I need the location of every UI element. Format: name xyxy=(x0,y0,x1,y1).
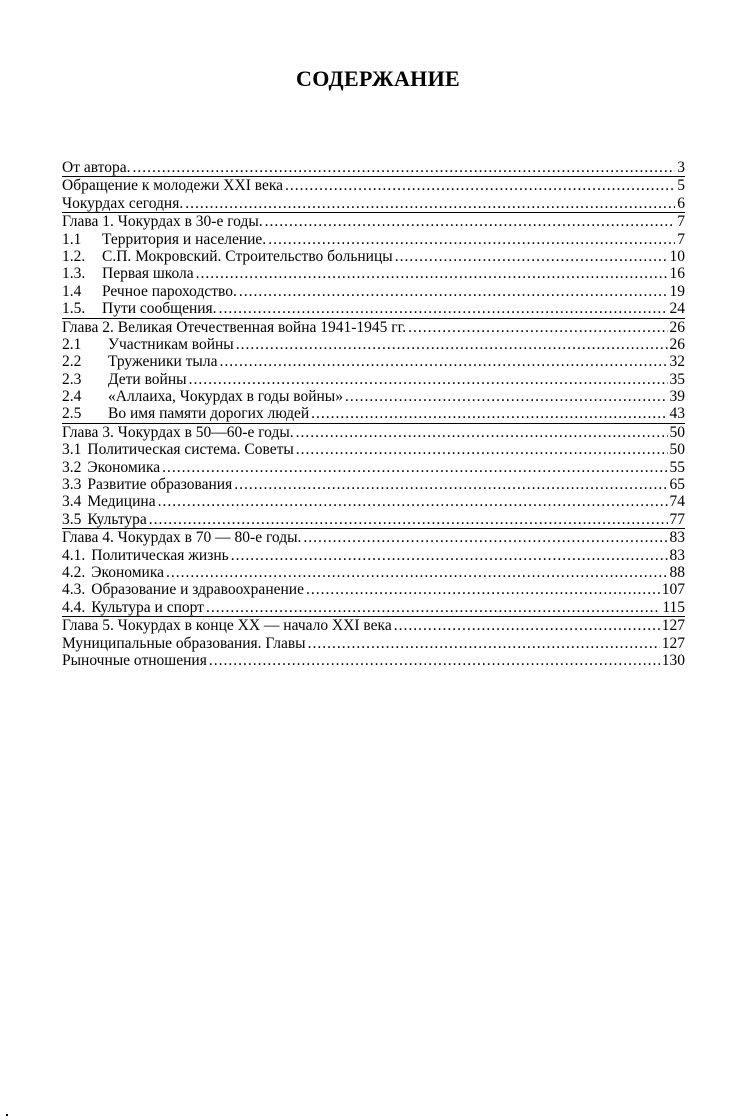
table-of-contents xyxy=(62,159,685,669)
toc-entry[interactable] xyxy=(62,283,685,300)
dot-leader xyxy=(265,213,676,230)
dot-leader xyxy=(285,177,675,194)
toc-entry-number: 4.3. xyxy=(62,581,86,599)
toc-entry-page: 107 xyxy=(661,581,685,599)
toc-group xyxy=(62,177,685,213)
dot-leader xyxy=(303,529,667,546)
toc-entry-page: 3 xyxy=(677,159,685,176)
toc-entry[interactable] xyxy=(62,371,685,388)
dot-leader xyxy=(209,652,660,669)
dot-leader xyxy=(166,564,667,581)
toc-entry[interactable] xyxy=(62,581,685,598)
toc-entry-title: Глава 1. Чокурдах в 30-е годы. xyxy=(62,213,263,231)
toc-entry[interactable] xyxy=(62,493,685,510)
toc-entry-title: Культура xyxy=(87,510,147,528)
dot-leader xyxy=(185,195,675,212)
toc-entry-title: Участникам войны xyxy=(108,335,234,353)
toc-entry[interactable] xyxy=(62,159,685,176)
toc-entry-page: 16 xyxy=(669,265,685,283)
dot-leader xyxy=(296,441,668,458)
toc-entry-number: 3.2 xyxy=(62,458,82,476)
toc-entry-page: 127 xyxy=(661,634,685,652)
dot-leader xyxy=(306,581,660,598)
toc-group xyxy=(62,159,685,177)
toc-entry-title: Политическая жизнь xyxy=(91,546,229,564)
toc-entry-page: 77 xyxy=(669,510,685,528)
toc-entry-number: 4.2. xyxy=(62,563,86,581)
dot-leader xyxy=(196,265,668,282)
toc-entry-page: 5 xyxy=(677,177,685,195)
toc-entry[interactable] xyxy=(62,353,685,370)
toc-entry-number: 1.2. xyxy=(62,247,86,265)
toc-entry[interactable] xyxy=(62,300,685,317)
toc-group xyxy=(62,319,685,424)
dot-leader xyxy=(395,248,668,265)
dot-leader xyxy=(149,511,668,528)
toc-entry-title: Глава 4. Чокурдах в 70 — 80-е годы. xyxy=(62,529,302,547)
toc-entry-title: Первая школа xyxy=(102,265,194,283)
toc-entry-number: 2.2 xyxy=(62,353,82,371)
toc-entry[interactable] xyxy=(62,231,685,248)
toc-entry-number: 1.3. xyxy=(62,265,86,283)
toc-entry-title: Развитие образования xyxy=(87,476,233,494)
dot-leader xyxy=(206,599,660,616)
toc-chapter[interactable] xyxy=(62,529,685,546)
toc-entry-page: 39 xyxy=(669,388,685,406)
toc-entry-number: 2.5 xyxy=(62,405,82,423)
dot-leader xyxy=(219,353,667,370)
toc-entry-page: 35 xyxy=(669,370,685,388)
toc-entry-title: Глава 3. Чокурдах в 50—60-е годы. xyxy=(62,423,294,441)
toc-entry-number: 3.4 xyxy=(62,493,82,511)
toc-entry-page: 7 xyxy=(677,230,685,248)
dot-leader xyxy=(408,319,667,336)
toc-entry[interactable] xyxy=(62,388,685,405)
toc-entry[interactable] xyxy=(62,405,685,422)
toc-entry[interactable] xyxy=(62,265,685,282)
toc-entry-number: 4.4. xyxy=(62,598,86,616)
toc-entry-title: Речное пароходство. xyxy=(102,282,237,300)
toc-entry-title: Глава 2. Великая Отечественная война 1941-1945 гг. xyxy=(62,318,407,336)
toc-entry-number: 3.3 xyxy=(62,476,82,494)
dot-leader xyxy=(239,283,668,300)
toc-entry-title: Медицина xyxy=(87,493,156,511)
dot-leader xyxy=(189,371,668,388)
toc-entry-number: 1.4 xyxy=(62,282,82,300)
toc-group xyxy=(62,213,685,318)
toc-entry[interactable] xyxy=(62,336,685,353)
toc-entry-page: 50 xyxy=(669,423,685,441)
toc-entry-title: От автора. xyxy=(62,159,131,176)
toc-entry[interactable] xyxy=(62,599,685,616)
toc-entry-page: 83 xyxy=(669,546,685,564)
toc-entry-page: 43 xyxy=(669,405,685,423)
toc-entry-title: Дети войны xyxy=(108,370,187,388)
toc-entry-title: «Аллаиха, Чокурдах в годы войны» xyxy=(108,388,343,406)
toc-entry-number: 3.1 xyxy=(62,441,82,459)
toc-entry-page: 130 xyxy=(661,651,685,669)
dot-leader xyxy=(162,459,667,476)
toc-entry[interactable] xyxy=(62,511,685,528)
toc-entry-title: Труженики тыла xyxy=(108,353,218,371)
toc-entry-title: Экономика xyxy=(87,458,161,476)
dot-leader xyxy=(311,405,667,422)
toc-entry-page: 6 xyxy=(677,194,685,212)
dot-leader xyxy=(345,388,668,405)
toc-entry[interactable] xyxy=(62,547,685,564)
toc-entry-page: 50 xyxy=(669,441,685,459)
toc-group xyxy=(62,424,685,529)
toc-chapter[interactable] xyxy=(62,213,685,230)
toc-entry-title: Политическая система. Советы xyxy=(87,441,294,459)
dot-leader xyxy=(268,231,675,248)
toc-entry[interactable] xyxy=(62,195,685,212)
toc-group xyxy=(62,617,685,669)
toc-entry-number: 2.3 xyxy=(62,370,82,388)
toc-chapter[interactable] xyxy=(62,319,685,336)
toc-entry-title: Рыночные отношения xyxy=(62,651,207,669)
toc-entry[interactable] xyxy=(62,459,685,476)
toc-entry-page: 19 xyxy=(669,282,685,300)
dot-leader xyxy=(158,493,668,510)
toc-entry-title: Обращение к молодежи XXI века xyxy=(62,177,284,195)
toc-entry-title: Культура и спорт xyxy=(91,598,204,616)
toc-entry-title: Чокурдах сегодня. xyxy=(62,194,184,212)
toc-entry-page: 26 xyxy=(669,318,685,336)
toc-entry-page: 26 xyxy=(669,335,685,353)
toc-entry-title: Муниципальные образования. Главы xyxy=(62,634,306,652)
dot-leader xyxy=(219,300,668,317)
toc-entry-number: 2.4 xyxy=(62,388,82,406)
toc-entry-page: 115 xyxy=(662,598,685,616)
toc-entry-number: 3.5 xyxy=(62,510,82,528)
toc-entry[interactable] xyxy=(62,652,685,669)
toc-entry[interactable] xyxy=(62,617,685,634)
toc-entry-title: С.П. Мокровский. Строительство больницы xyxy=(102,247,393,265)
dot-leader xyxy=(231,547,668,564)
page-title: СОДЕРЖАНИЕ xyxy=(296,66,460,91)
toc-entry-title: Образование и здравоохранение xyxy=(91,581,304,599)
toc-entry-page: 127 xyxy=(661,617,685,635)
toc-entry-page: 55 xyxy=(669,458,685,476)
toc-entry-page: 88 xyxy=(669,563,685,581)
toc-entry-title: Территория и население. xyxy=(102,230,267,248)
toc-entry[interactable] xyxy=(62,177,685,194)
toc-entry[interactable] xyxy=(62,441,685,458)
toc-entry-title: Во имя памяти дорогих людей xyxy=(108,405,310,423)
toc-chapter[interactable] xyxy=(62,424,685,441)
toc-entry-number: 4.1. xyxy=(62,546,86,564)
toc-entry[interactable] xyxy=(62,564,685,581)
toc-entry-page: 65 xyxy=(669,476,685,494)
toc-entry-title: Глава 5. Чокурдах в конце XX — начало XXI века xyxy=(62,617,392,635)
toc-entry-page: 83 xyxy=(669,529,685,547)
toc-entry-page: 24 xyxy=(669,300,685,318)
toc-entry-number: 1.1 xyxy=(62,230,82,248)
toc-entry-page: 74 xyxy=(669,493,685,511)
dot-leader xyxy=(234,476,667,493)
dot-leader xyxy=(132,159,675,176)
toc-entry-number: 1.5. xyxy=(62,300,86,318)
dot-leader xyxy=(308,635,660,652)
scan-speck xyxy=(6,1114,8,1116)
toc-group xyxy=(62,529,685,617)
toc-entry-page: 10 xyxy=(669,247,685,265)
dot-leader xyxy=(296,424,668,441)
toc-entry-number: 2.1 xyxy=(62,335,82,353)
toc-entry[interactable] xyxy=(62,248,685,265)
toc-entry-title: Экономика xyxy=(91,563,165,581)
dot-leader xyxy=(394,617,660,634)
toc-entry-page: 7 xyxy=(677,213,685,231)
toc-entry-title: Пути сообщения. xyxy=(102,300,217,318)
toc-entry[interactable] xyxy=(62,476,685,493)
toc-entry-page: 32 xyxy=(669,353,685,371)
toc-entry[interactable] xyxy=(62,635,685,652)
dot-leader xyxy=(236,336,668,353)
